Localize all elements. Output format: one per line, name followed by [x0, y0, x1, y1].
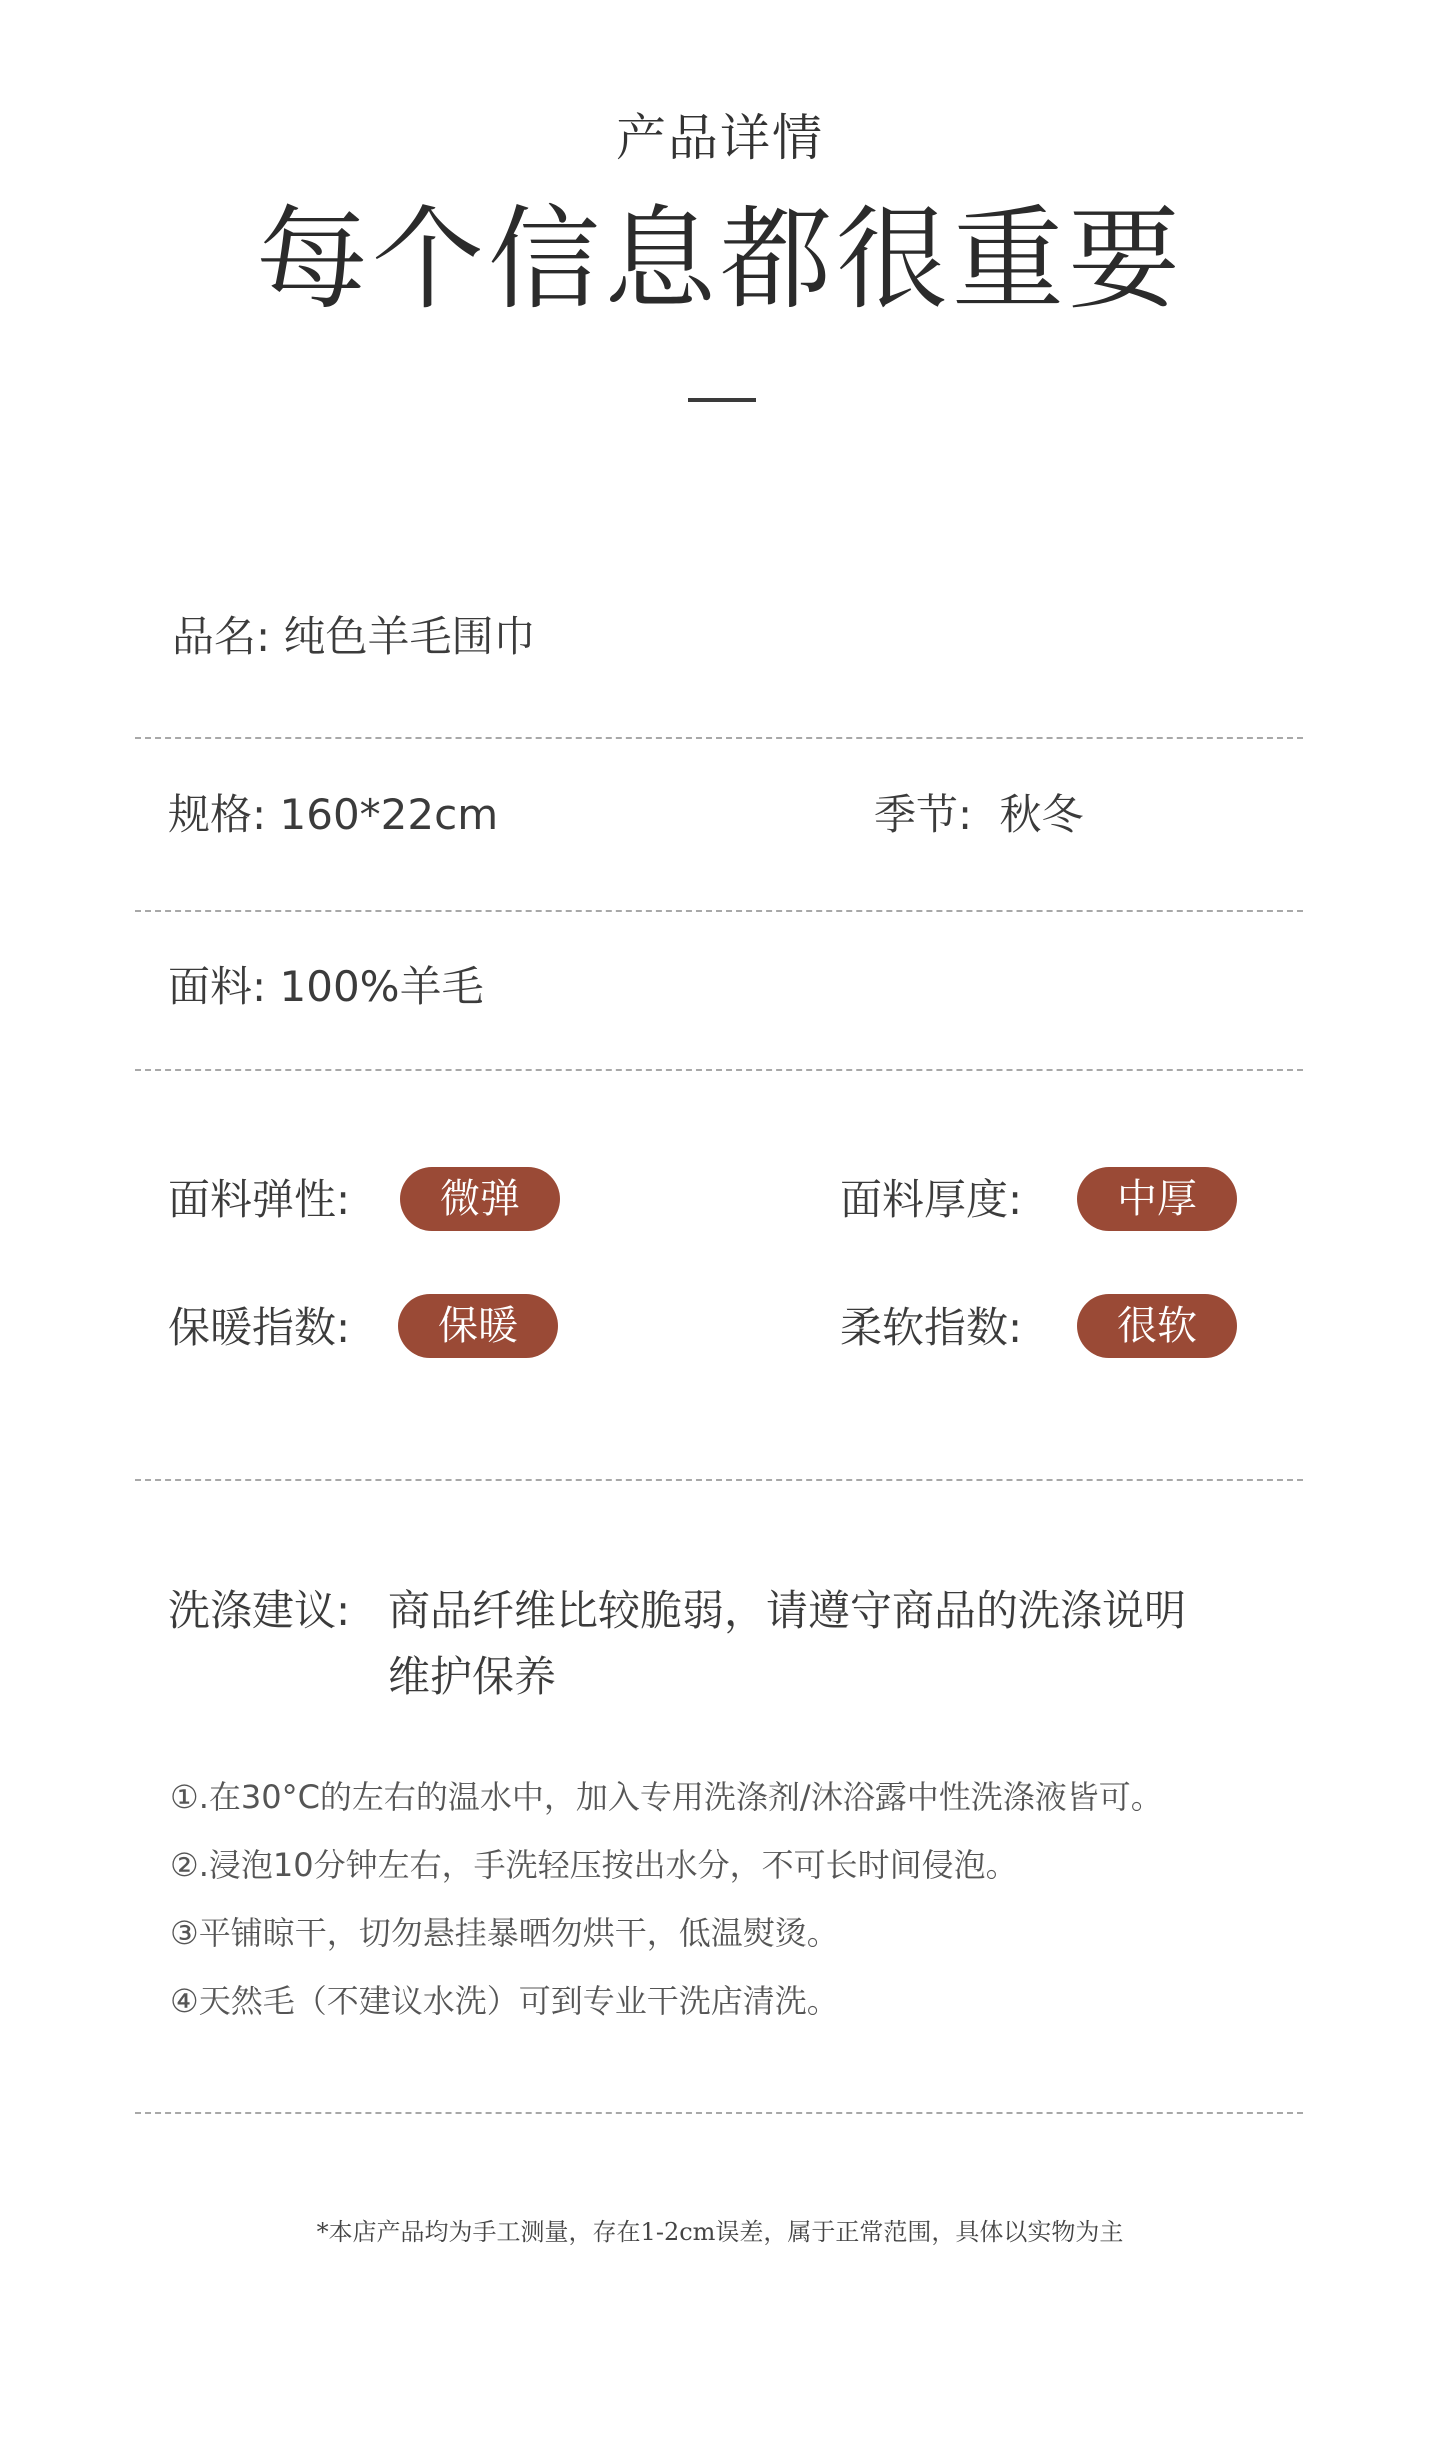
product-name-value: 纯色羊毛围巾: [283, 612, 536, 661]
warmth-label: 保暖指数:: [168, 1303, 351, 1352]
thickness-label: 面料厚度:: [840, 1175, 1023, 1224]
size-label: 规格:: [168, 790, 267, 839]
season-value: 秋冬: [999, 790, 1084, 839]
washing-step: ④天然毛（不建议水洗）可到专业干洗店清洗。: [170, 1982, 839, 2020]
product-name-row: [172, 612, 536, 662]
elasticity-badge: 微弹: [400, 1167, 560, 1231]
fabric-row: [168, 962, 484, 1012]
washing-label: 洗涤建议:: [168, 1586, 351, 1635]
page-title: 每个信息都很重要: [256, 195, 1184, 325]
thickness-badge: 中厚: [1077, 1167, 1237, 1231]
section-subtitle: 产品详情: [616, 109, 824, 167]
season-label: 季节:: [874, 790, 973, 839]
softness-badge: 很软: [1077, 1294, 1237, 1358]
warmth-badge: 保暖: [398, 1294, 558, 1358]
title-underline: [688, 398, 756, 402]
divider: [135, 910, 1303, 912]
divider: [135, 737, 1303, 739]
elasticity-label: 面料弹性:: [168, 1175, 351, 1224]
product-name-label: 品名:: [172, 612, 271, 661]
season-row: [874, 790, 1084, 840]
washing-line-1: 商品纤维比较脆弱，请遵守商品的洗涤说明: [388, 1586, 1187, 1635]
size-value: 160*22cm: [279, 790, 499, 839]
softness-label: 柔软指数:: [840, 1303, 1023, 1352]
divider: [135, 1479, 1303, 1481]
washing-description: [388, 1578, 1268, 1710]
divider: [135, 2112, 1303, 2114]
measurement-footnote: *本店产品均为手工测量，存在1-2cm误差，属于正常范围，具体以实物为主: [316, 2218, 1124, 2246]
washing-step: ①.在30°C的左右的温水中，加入专用洗涤剂/沐浴露中性洗涤液皆可。: [170, 1778, 1163, 1816]
washing-line-2: 维护保养: [388, 1652, 557, 1701]
fabric-value: 100%羊毛: [279, 962, 484, 1011]
washing-step: ③平铺晾干，切勿悬挂暴晒勿烘干，低温熨烫。: [170, 1914, 839, 1952]
washing-step: ②.浸泡10分钟左右，手洗轻压按出水分，不可长时间侵泡。: [170, 1846, 1018, 1884]
divider: [135, 1069, 1303, 1071]
fabric-label: 面料:: [168, 962, 267, 1011]
size-row: [168, 790, 498, 840]
